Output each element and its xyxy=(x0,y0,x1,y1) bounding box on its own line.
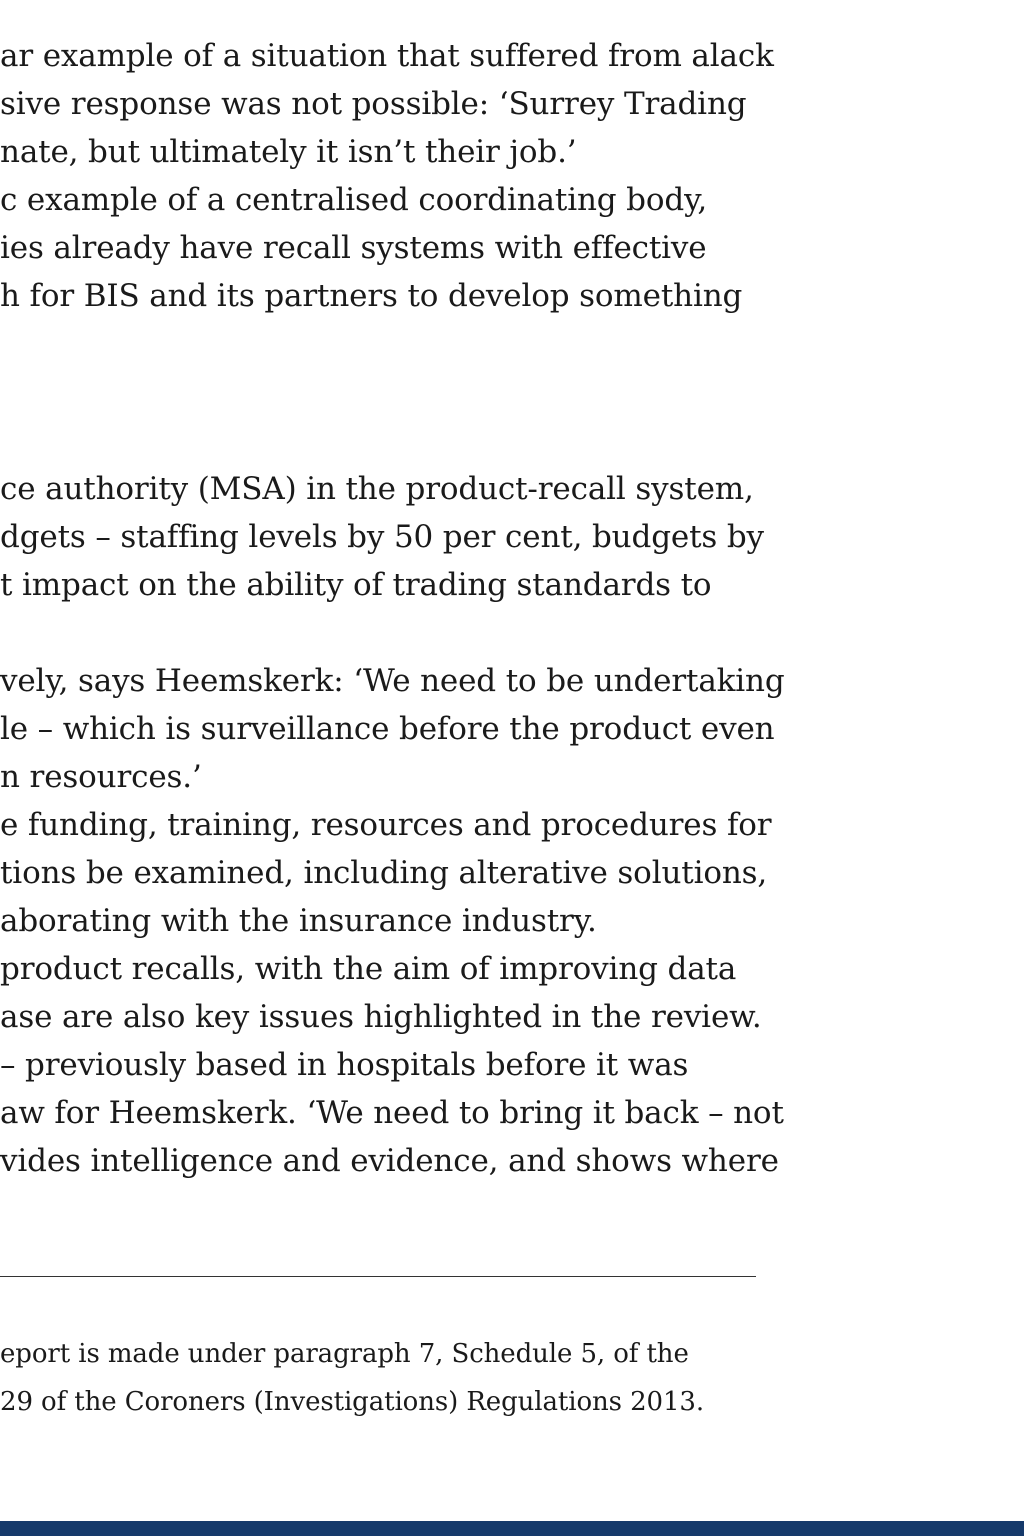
text-line: – previously based in hospitals before it was xyxy=(0,1047,689,1083)
footnote-line: 29 of the Coroners (Investigations) Regulations 2013. xyxy=(0,1387,705,1417)
text-line: t impact on the ability of trading standards to xyxy=(0,567,712,603)
text-line: sive response was not possible: ‘Surrey Trading xyxy=(0,86,747,122)
text-line: ar example of a situation that suffered from alack xyxy=(0,38,774,74)
footer-bar xyxy=(0,1521,1024,1536)
text-line: ies already have recall systems with effective xyxy=(0,230,707,266)
text-line: dgets – staffing levels by 50 per cent, budgets by xyxy=(0,519,764,555)
text-line: ce authority (MSA) in the product-recall system, xyxy=(0,471,754,507)
text-line: aw for Heemskerk. ‘We need to bring it back – not xyxy=(0,1095,784,1131)
text-line: tions be examined, including alterative solutions, xyxy=(0,855,768,891)
footnote-line: eport is made under paragraph 7, Schedule 5, of the xyxy=(0,1339,689,1369)
text-line: nate, but ultimately it isn’t their job.’ xyxy=(0,134,577,170)
text-line: ase are also key issues highlighted in the review. xyxy=(0,999,762,1035)
text-line: e funding, training, resources and procedures for xyxy=(0,807,772,843)
text-line: vely, says Heemskerk: ‘We need to be undertaking xyxy=(0,663,785,699)
text-line: h for BIS and its partners to develop something xyxy=(0,278,743,314)
text-line: c example of a centralised coordinating body, xyxy=(0,182,708,218)
text-line: le – which is surveillance before the product even xyxy=(0,711,775,747)
footnote-divider xyxy=(0,1276,756,1277)
text-line: aborating with the insurance industry. xyxy=(0,903,597,939)
text-line: n resources.’ xyxy=(0,759,202,795)
text-line: vides intelligence and evidence, and shows where xyxy=(0,1143,779,1179)
text-line: product recalls, with the aim of improving data xyxy=(0,951,737,987)
